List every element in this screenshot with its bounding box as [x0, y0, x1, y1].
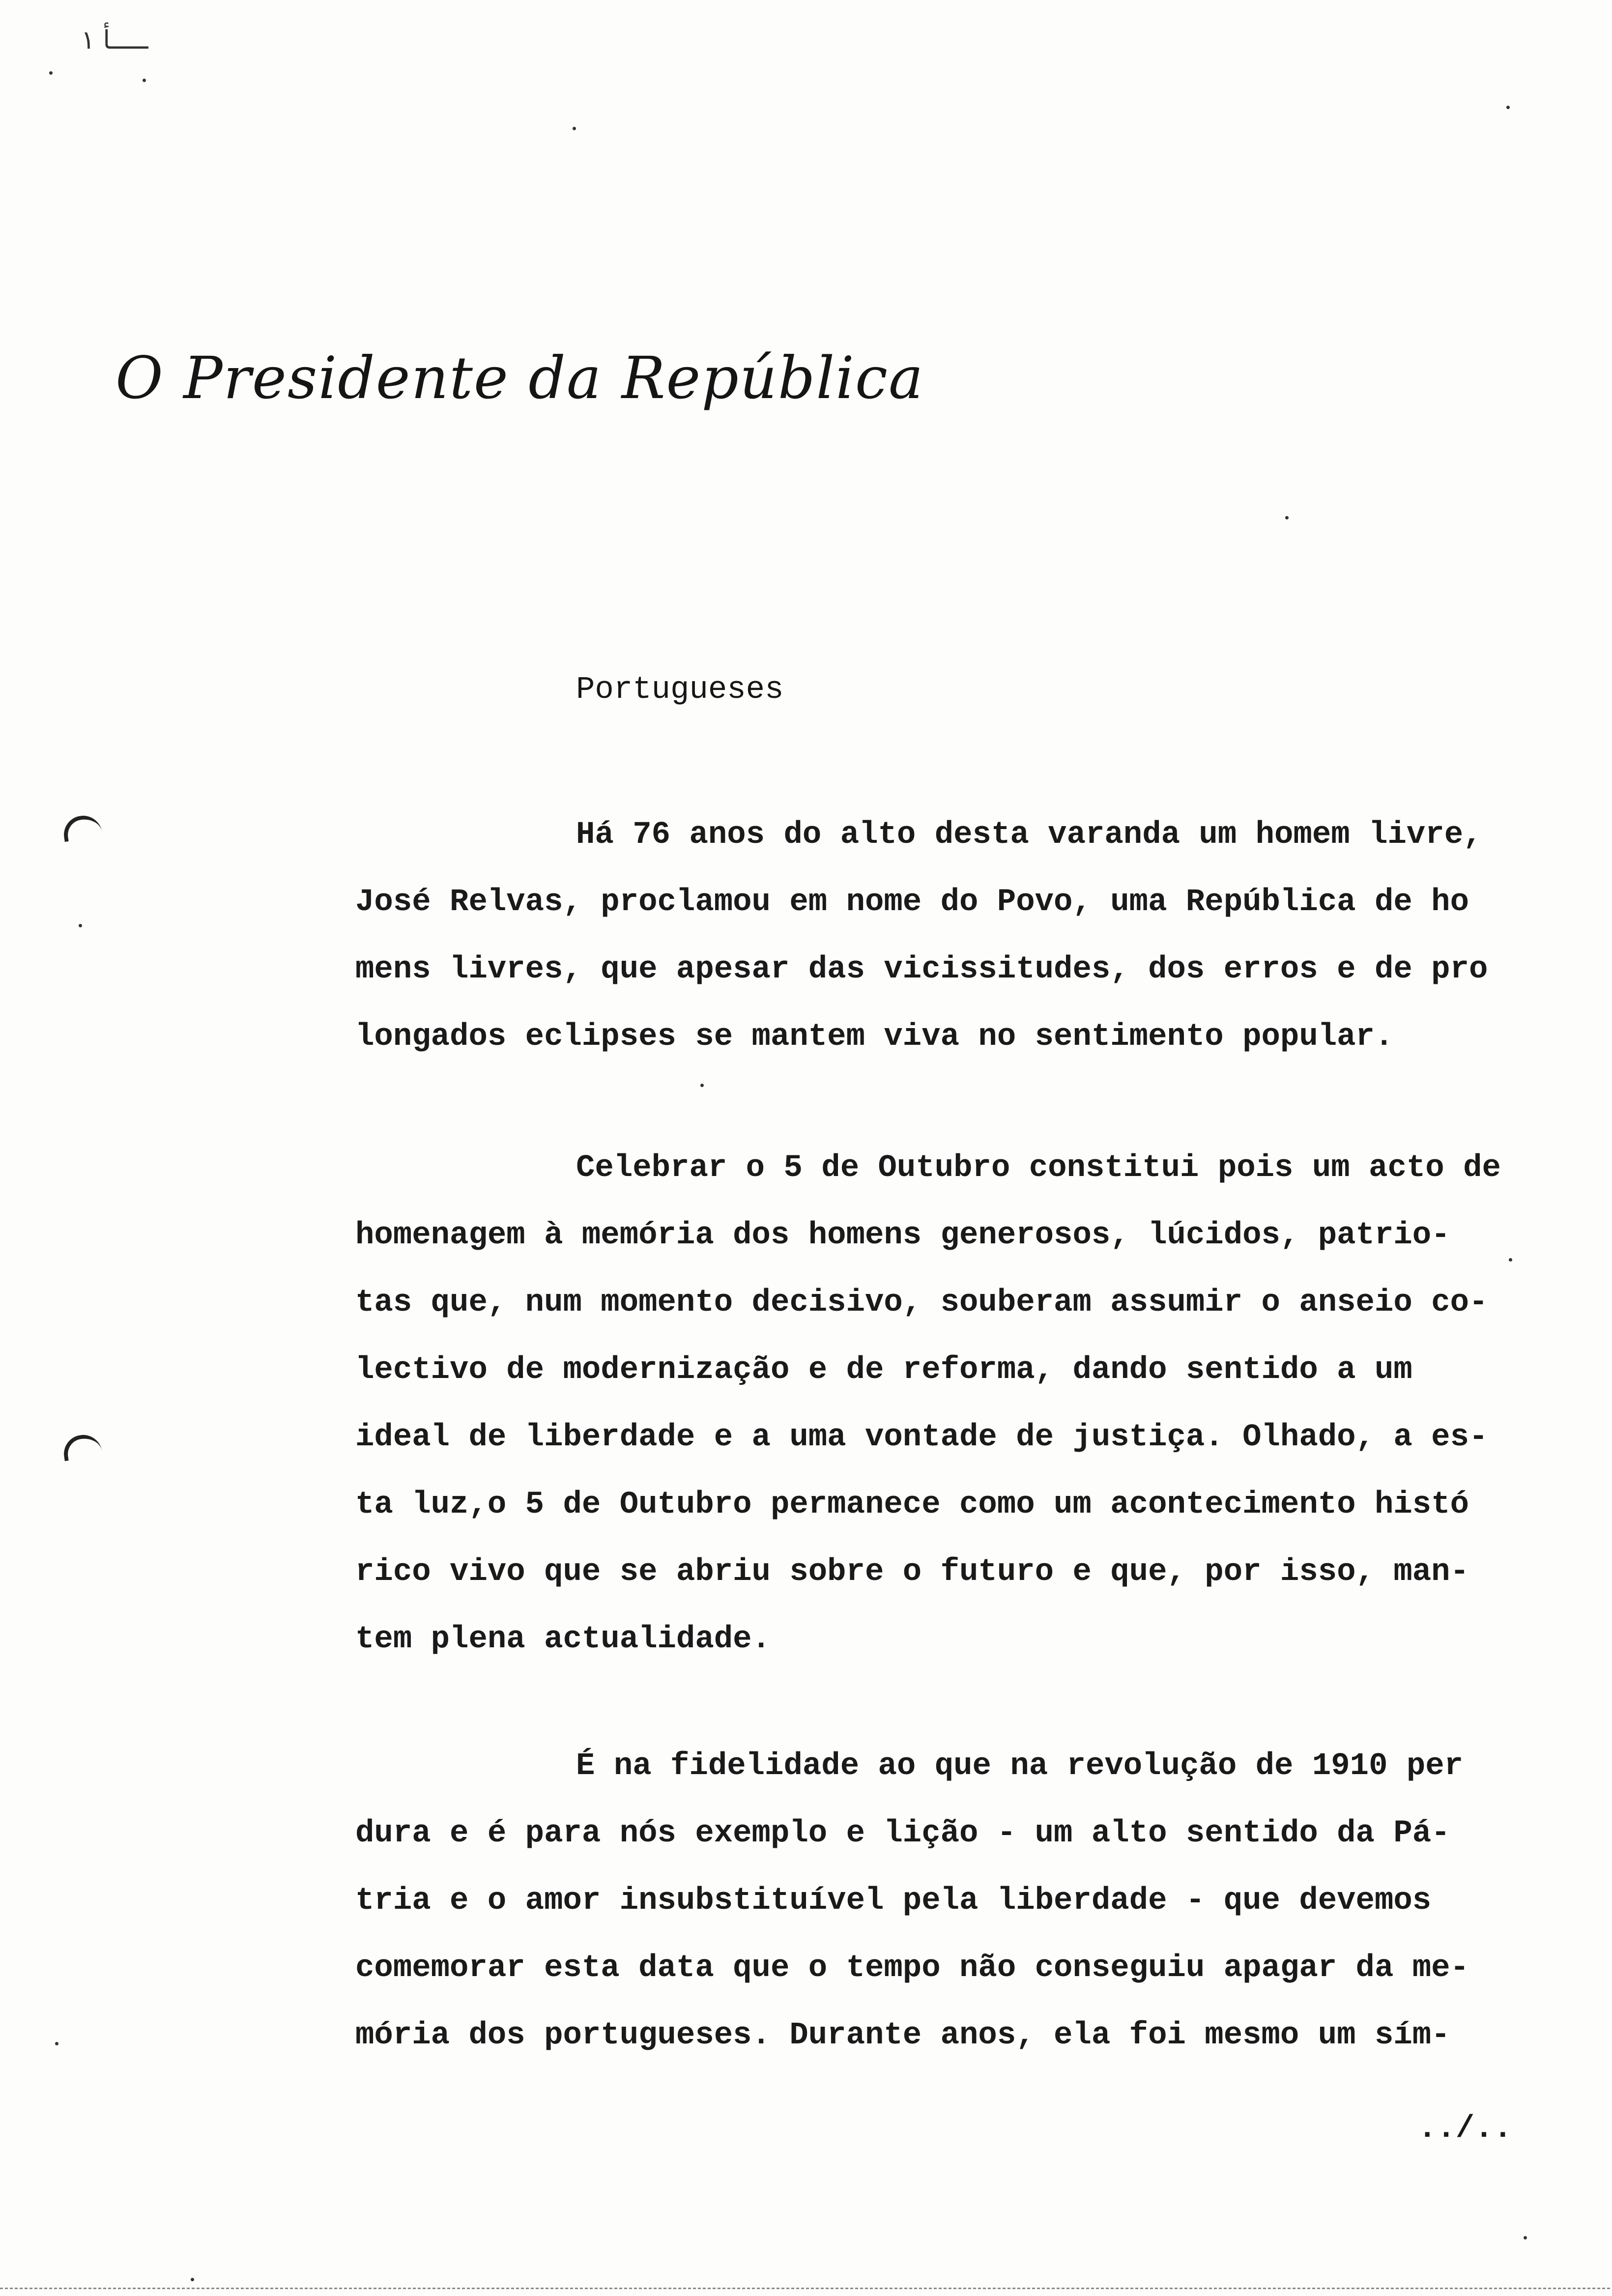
paper-speck: [700, 1084, 704, 1087]
paragraph-line: mória dos portugueses. Durante anos, ela foi mesmo um sím-: [355, 2018, 1450, 2053]
paper-speck: [1509, 1258, 1512, 1262]
paragraph-line: tas que, num momento decisivo, souberam assumir o anseio co-: [355, 1285, 1488, 1320]
paragraph-line: dura e é para nós exemplo e lição - um alto sentido da Pá-: [355, 1816, 1450, 1851]
paragraph-line: É na fidelidade ao que na revolução de 1910 per: [576, 1749, 1464, 1784]
paragraph-line: ta luz,o 5 de Outubro permanece como um acontecimento histó: [355, 1487, 1469, 1522]
paragraph-line: José Relvas, proclamou em nome do Povo, uma República de ho: [355, 885, 1469, 920]
paragraph-line: lectivo de modernização e de reforma, dando sentido a um: [355, 1352, 1412, 1388]
punch-hole-mark: [61, 813, 103, 842]
paragraph-line: Celebrar o 5 de Outubro constitui pois um acto de: [576, 1150, 1501, 1186]
page-bottom-edge: [0, 2288, 1612, 2289]
paragraph-line: rico vivo que se abriu sobre o futuro e que, por isso, man-: [355, 1554, 1469, 1590]
paper-speck: [49, 71, 53, 75]
salutation-heading: Portugueses: [576, 672, 784, 708]
paper-speck: [1285, 516, 1289, 519]
paper-speck: [573, 127, 576, 130]
letterhead-title: O Presidente da República: [115, 344, 924, 412]
paragraph-line: ideal de liberdade e a uma vontade de justiça. Olhado, a es-: [355, 1420, 1488, 1455]
punch-hole-mark: [61, 1433, 103, 1461]
paragraph-line: mens livres, que apesar das vicissitudes, dos erros e de pro: [355, 952, 1488, 987]
paragraph-2: [355, 1135, 1501, 1673]
paper-speck: [55, 2042, 58, 2045]
paper-speck: [79, 924, 82, 927]
paper-speck: [191, 2278, 194, 2281]
paragraph-line: comemorar esta data que o tempo não conseguiu apagar da me-: [355, 1951, 1469, 1986]
handwritten-corner-mark: ـــــأ ١: [81, 26, 148, 55]
paragraph-line: longados eclipses se mantem viva no sentimento popular.: [355, 1019, 1394, 1055]
paragraph-line: homenagem à memória dos homens generosos, lúcidos, patrio-: [355, 1218, 1450, 1253]
paragraph-1: [355, 802, 1488, 1071]
paragraph-line: Há 76 anos do alto desta varanda um homem livre,: [576, 817, 1482, 853]
paper-speck: [143, 79, 146, 82]
paper-speck: [1524, 2236, 1527, 2239]
paragraph-3: [355, 1733, 1469, 2069]
continuation-mark: ../..: [1418, 2111, 1513, 2147]
paragraph-line: tria e o amor insubstituível pela liberdade - que devemos: [355, 1883, 1432, 1919]
paper-speck: [1506, 106, 1510, 109]
paragraph-line: tem plena actualidade.: [355, 1622, 771, 1657]
